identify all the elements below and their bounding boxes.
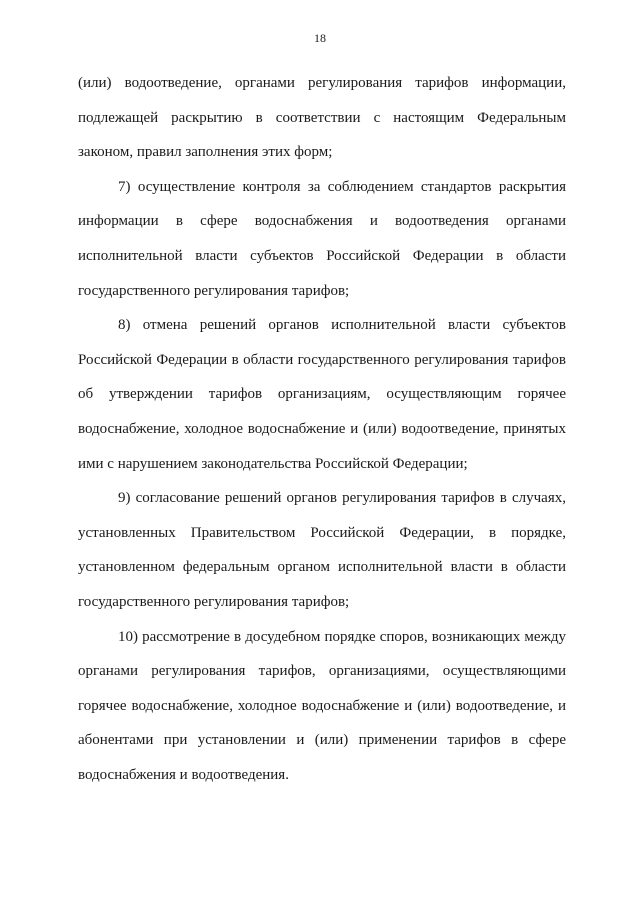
paragraph-item-7: 7) осуществление контроля за соблюдением стандартов раскрытия информации в сфере водоснабжения и водоотведения органами исполнительной власти субъектов Российской Федерации в области государственного регулирования тарифов;	[78, 178, 566, 299]
paragraph-continuation: (или) водоотведение, органами регулирования тарифов информации, подлежащей раскрытию в соответствии с настоящим Федеральным законом, правил заполнения этих форм;	[78, 75, 566, 161]
paragraph-item-9: 9) согласование решений органов регулирования тарифов в случаях, установленных Правительством Российской Федерации, в порядке, установленном федеральным органом исполнительной власти в области государственного регулирования тарифов;	[78, 490, 566, 610]
paragraph-item-8: 8) отмена решений органов исполнительной власти субъектов Российской Федерации в области государственного регулирования тарифов об утверждении тарифов организациям, осуществляющим горячее водоснабжение, холодное водоснабжение и (или) водоотведение, принятых ими с нарушением законодательства Российской Федерации;	[78, 317, 566, 472]
document-body	[78, 66, 566, 792]
paragraph-item-10: 10) рассмотрение в досудебном порядке споров, возникающих между органами регулирования тарифов, организациями, осуществляющими горячее водоснабжение, холодное водоснабжение и (или) водоотведение, и абонентами при установлении и (или) применении тарифов в сфере водоснабжения и водоотведения.	[78, 628, 566, 783]
page-number: 18	[314, 31, 326, 45]
